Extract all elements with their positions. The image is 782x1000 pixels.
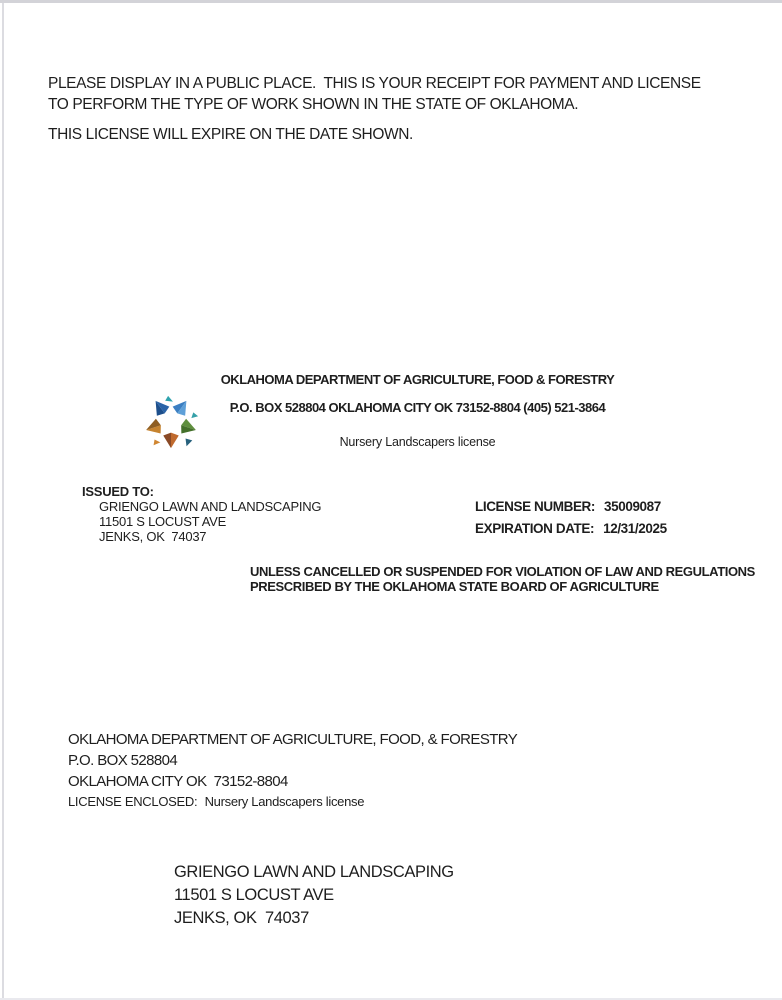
license-meta-block <box>475 499 667 543</box>
conditions-line-2: PRESCRIBED BY THE OKLAHOMA STATE BOARD OF AGRICULTURE <box>250 579 659 594</box>
notice-line-1: PLEASE DISPLAY IN A PUBLIC PLACE. THIS IS YOUR RECEIPT FOR PAYMENT AND LICENSE <box>48 75 701 92</box>
recipient-window-address <box>174 861 454 930</box>
license-enclosed-value: Nursery Landscapers license <box>204 794 365 809</box>
expiration-date-label: EXPIRATION DATE: <box>475 521 595 536</box>
expiration-notice: THIS LICENSE WILL EXPIRE ON THE DATE SHOWN. <box>48 126 413 143</box>
mailing-agency-name: OKLAHOMA DEPARTMENT OF AGRICULTURE, FOOD, & FORESTRY <box>68 731 518 748</box>
expiration-date-row <box>475 521 667 536</box>
issued-to-name: GRIENGO LAWN AND LANDSCAPING <box>99 499 322 514</box>
issued-to-street: 11501 S LOCUST AVE <box>99 514 227 529</box>
conditions-paragraph <box>250 564 755 594</box>
issued-to-label: ISSUED TO: <box>82 484 154 499</box>
conditions-line-1: UNLESS CANCELLED OR SUSPENDED FOR VIOLATION OF LAW AND REGULATIONS <box>250 564 755 579</box>
agency-contact: P.O. BOX 528804 OKLAHOMA CITY OK 73152-8804 (405) 521-3864 <box>229 400 606 415</box>
agency-mailing-address <box>68 729 517 792</box>
recipient-name: GRIENGO LAWN AND LANDSCAPING <box>174 863 454 881</box>
license-number-label: LICENSE NUMBER: <box>475 499 596 514</box>
recipient-city-state-zip: JENKS, OK 74037 <box>174 909 309 927</box>
scan-edge-top <box>0 0 782 3</box>
issued-to-city-state-zip: JENKS, OK 74037 <box>99 529 207 544</box>
expiration-date-value: 12/31/2025 <box>603 521 667 536</box>
scan-edge-left <box>2 3 4 998</box>
mailing-po-box: P.O. BOX 528804 <box>68 752 178 769</box>
agency-name: OKLAHOMA DEPARTMENT OF AGRICULTURE, FOOD & FORESTRY <box>220 372 615 387</box>
license-number-value: 35009087 <box>604 499 661 514</box>
notice-line-2: TO PERFORM THE TYPE OF WORK SHOWN IN THE STATE OF OKLAHOMA. <box>48 96 579 113</box>
license-number-row <box>475 499 667 514</box>
mailing-city-state-zip: OKLAHOMA CITY OK 73152-8804 <box>68 773 288 790</box>
license-enclosed-line <box>68 794 364 809</box>
recipient-street: 11501 S LOCUST AVE <box>174 886 334 904</box>
license-type: Nursery Landscapers license <box>339 435 496 449</box>
license-enclosed-label: LICENSE ENCLOSED: <box>68 794 198 809</box>
issued-to-block <box>82 484 321 544</box>
public-display-notice <box>48 73 701 115</box>
